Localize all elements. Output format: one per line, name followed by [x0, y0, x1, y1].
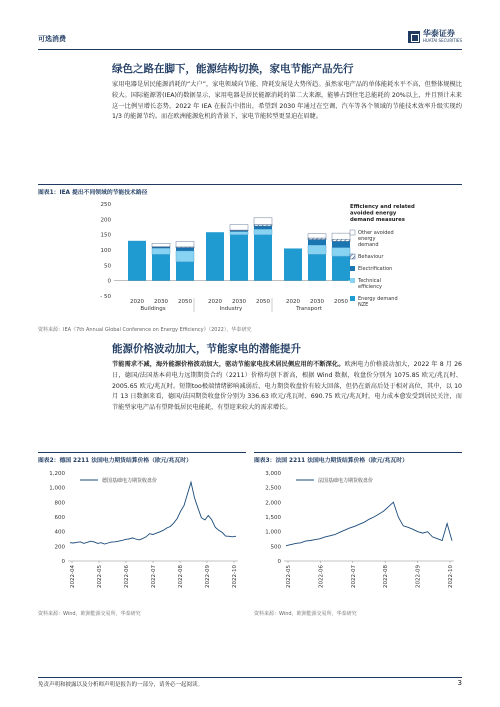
y-tick-label: 800: [54, 500, 65, 507]
bar-segment: [254, 218, 272, 225]
legend-title: avoided energy: [350, 210, 397, 217]
bar-segment: [230, 235, 248, 281]
legend-label: 法国基础电力期货收盘价: [318, 478, 374, 484]
y-tick-label: 1,500: [265, 515, 281, 521]
brand-sub: HUATAI SECURITIES: [422, 38, 462, 43]
page-number: 3: [457, 679, 462, 687]
x-tick-label: 2022-09: [205, 565, 211, 588]
legend-label: Behaviour: [358, 254, 384, 260]
figure1-chart: [88, 196, 418, 316]
bar-segment: [152, 243, 170, 246]
y-tick-label: 3,000: [265, 471, 281, 477]
legend-label: NZE: [358, 302, 369, 308]
paragraph-body: 欧洲电力价格波动加大，2022 年 8 月 26 日，德国/法国基本荷电力远期期货合约（2211）价格均创下新高，根据 Wind 数据，收盘价分别为 1075.85 欧元/兆瓦时、2005.65 欧元/兆瓦时。短期too极端情绪影响减弱后，电力期货收盘价有较大回落，但仍在新高后处于相对高位，其中，以 10 月 13 日数据来看，德国/法国期货收盘价分别为 336.63 欧元/兆瓦时、690.75 欧元/兆瓦时，电力成本愈发受到居民关注，而节能型家电产品有望降低居民电能耗，有望迎来较大的需求增长。: [112, 361, 462, 412]
x-tick-label: 2030: [232, 299, 246, 305]
y-tick-label: 250: [100, 202, 111, 208]
x-tick-label: 2022-05: [97, 565, 103, 588]
series-line: [286, 502, 452, 546]
bar-segment: [308, 240, 326, 246]
x-tick-label: 2022-10: [448, 565, 454, 588]
y-tick-label: 0: [61, 559, 65, 565]
bar-segment: [230, 232, 248, 235]
legend-swatch: [350, 278, 355, 283]
bar-segment: [308, 254, 326, 280]
header-section-label: 可选消费: [38, 35, 66, 43]
legend-label: 德国基础电力期货收盘价: [102, 478, 158, 484]
series-line: [70, 482, 236, 544]
x-tick-label: 2050: [178, 299, 192, 305]
legend-swatch: [350, 296, 355, 301]
bar-segment: [230, 225, 248, 231]
y-tick-label: 1,000: [265, 529, 281, 536]
y-tick-label: 600: [54, 515, 65, 521]
bar-segment: [284, 248, 302, 280]
bar-segment: [176, 241, 194, 247]
x-tick-label: 2020: [130, 299, 144, 305]
bar-segment: [254, 235, 272, 281]
figure1-source: 资料来源：IEA《7th Annual Global Conference on Energy Efficiency》（2022），华泰研究: [38, 327, 252, 333]
figure3-source: 资料来源：Wind，欧洲能源交易所，华泰研究: [254, 611, 357, 617]
x-tick-label: 2022-07: [151, 565, 157, 588]
figure3-title: 法国 2211 法国电力期货结算价格（欧元/兆瓦时）: [275, 458, 408, 464]
legend-label: Other avoided: [358, 230, 394, 236]
bar-segment: [176, 248, 194, 251]
bar-segment: [176, 262, 194, 281]
legend-swatch: [350, 266, 355, 271]
figure3-label: 图表3：: [254, 458, 276, 464]
group-label: Industry: [219, 306, 243, 312]
bar-segment: [332, 241, 350, 247]
figure1-title-row: [38, 184, 462, 196]
y-tick-label: 2,000: [265, 500, 281, 507]
bar-segment: [206, 232, 224, 280]
bar-segment: [332, 239, 350, 241]
y-tick-label: 200: [54, 544, 65, 551]
figure3-chart: [254, 463, 462, 603]
x-tick-label: 2020: [208, 299, 222, 305]
figure1-label: 图表1：: [38, 190, 60, 196]
brand-icon: [408, 31, 420, 43]
section-energy-structure: [112, 62, 462, 123]
bar-segment: [332, 233, 350, 239]
y-tick-label: 0: [277, 559, 281, 565]
section-paragraph: [112, 360, 462, 414]
y-tick-label: 150: [100, 232, 111, 239]
x-tick-label: 2022-04: [70, 565, 76, 588]
x-tick-label: 2022-07: [350, 565, 357, 588]
section-price-volatility: [112, 342, 462, 414]
section-title: 绿色之路在脚下，能源结构切换，家电节能产品先行: [112, 63, 354, 75]
legend-title: demand measures: [350, 217, 405, 223]
y-tick-label: 400: [54, 529, 65, 536]
bar-segment: [308, 245, 326, 254]
footer-divider: [38, 677, 462, 678]
y-tick-label: 2,500: [265, 485, 281, 492]
y-tick-label: 1,200: [49, 471, 65, 477]
paragraph-lead: 节能需求不减，海外能源价格波动加大，驱动节能家电技术居民侧应用的不断深化。: [112, 361, 345, 368]
x-tick-label: 2030: [310, 299, 324, 305]
legend-label: efficiency: [358, 284, 383, 290]
bar-segment: [332, 248, 350, 257]
y-tick-label: - 50: [100, 294, 111, 300]
legend-label: Technical: [358, 278, 381, 284]
x-tick-label: 2022-08: [178, 565, 184, 588]
x-tick-label: 2050: [256, 299, 270, 305]
x-tick-label: 2020: [286, 299, 300, 305]
bar-segment: [152, 254, 170, 280]
legend-label: Energy demand: [358, 296, 398, 302]
group-label: Transport: [296, 306, 322, 312]
bar-segment: [308, 234, 326, 238]
y-tick-label: 500: [270, 544, 281, 551]
legend-swatch: [350, 230, 355, 235]
y-tick-label: 200: [100, 217, 111, 224]
legend-swatch: [350, 254, 355, 259]
section-title: 能源价格波动加大，节能家电的潜能提升: [112, 343, 301, 355]
x-tick-label: 2022-08: [383, 565, 390, 588]
legend-title: Efficiency and related: [350, 204, 415, 210]
section-paragraph: 家用电器是居民能源消耗的“大户”，家电领域向节能、降耗发展是大势所趋。虽然家电产品的单体能耗水平不高，但整体规模比较大。国际能源署(IEA)的数据显示，家用电器是居民能源消耗的第二大来源，能够占到住宅总能耗的 20%以上，并且预计未来这一比例呈增长态势。2022 年 IEA 在报告中指出，希望到 2030 年通过在空调、汽车等各个领域的节能技术效率升级实现约 1/3 的能源节约。而在欧洲能源危机的背景下，家电节能转型更显迫在眉睫。: [112, 81, 462, 121]
figure2-source: 资料来源：Wind，欧洲能源交易所，华泰研究: [38, 611, 141, 617]
legend-label: energy: [358, 236, 376, 242]
y-tick-label: 100: [100, 248, 111, 254]
bar-segment: [254, 226, 272, 229]
x-tick-label: 2022-09: [415, 565, 422, 588]
legend-label: demand: [358, 242, 379, 248]
x-tick-label: 2022-10: [232, 565, 238, 588]
x-tick-label: 2030: [154, 299, 168, 305]
bar-segment: [254, 229, 272, 235]
x-tick-label: 2022-06: [318, 565, 325, 588]
x-tick-label: 2022-05: [286, 565, 292, 588]
bar-segment: [176, 251, 194, 262]
figure1-title: IEA 提出不同领域的节能技术路径: [59, 190, 148, 196]
footer-disclaimer: 免责声明和披露以及分析师声明是报告的一部分，请务必一起阅读。: [38, 682, 204, 688]
figure2-label: 图表2：: [38, 458, 60, 464]
y-tick-label: 50: [104, 263, 111, 270]
legend-label: Electrification: [358, 266, 393, 272]
bar-segment: [332, 256, 350, 281]
y-tick-label: 0: [107, 278, 111, 285]
brand-logo: [408, 30, 462, 43]
figure2-chart: [38, 463, 246, 603]
x-tick-label: 2022-06: [124, 565, 130, 588]
bar-segment: [128, 241, 146, 281]
page-header: [38, 30, 462, 50]
bar-segment: [152, 248, 170, 254]
figure2-title: 德国 2211 法国电力期货结算价格（欧元/兆瓦时）: [59, 458, 192, 464]
x-tick-label: 2050: [334, 299, 348, 305]
group-label: Buildings: [140, 306, 166, 312]
brand-name: 华泰证券: [422, 29, 455, 38]
y-tick-label: 1,000: [49, 485, 65, 492]
